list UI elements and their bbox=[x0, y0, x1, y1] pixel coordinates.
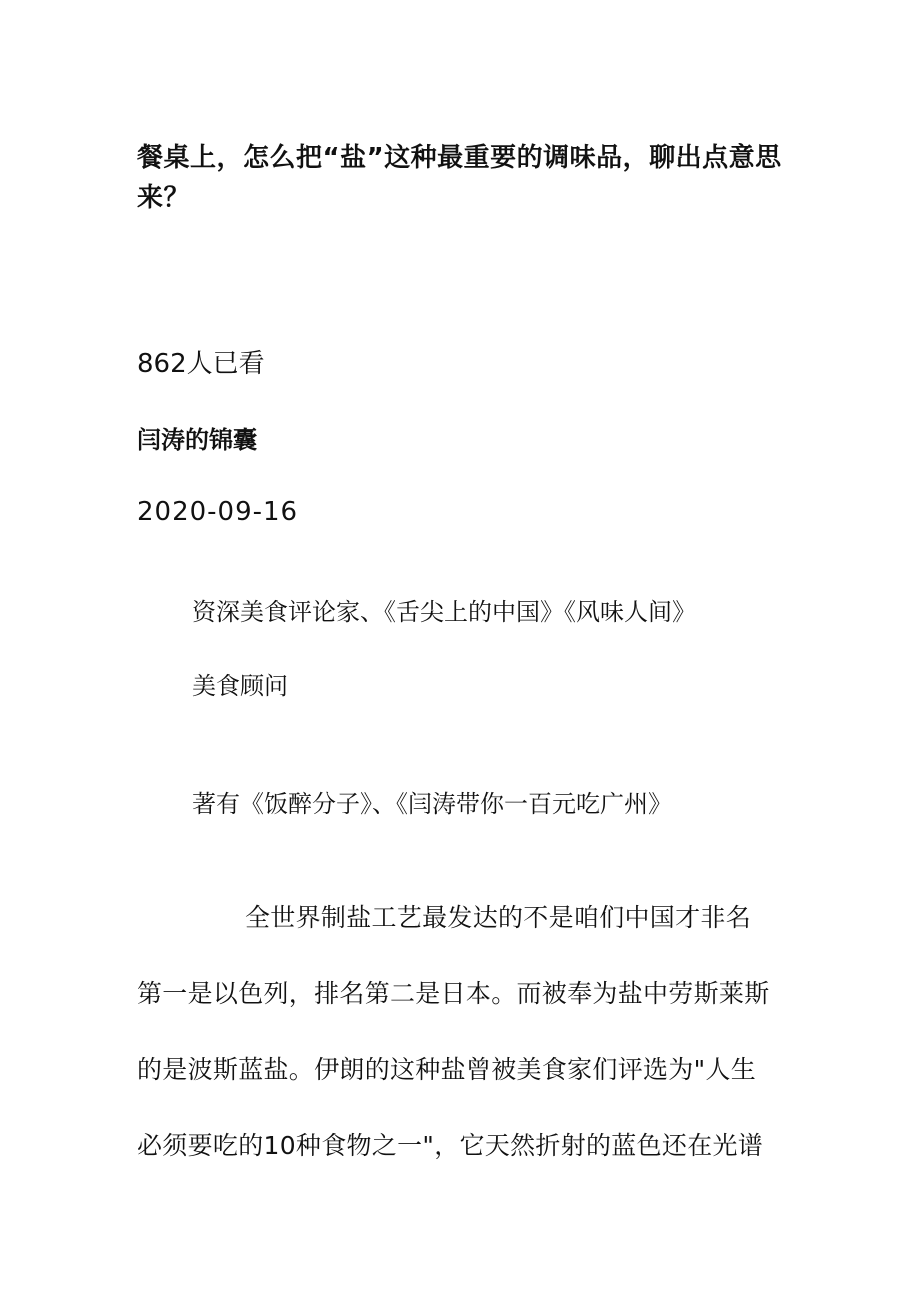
body-paragraph-line: 必须要吃的10种食物之一"，它天然折射的蓝色还在光谱 bbox=[137, 1131, 764, 1160]
author-name: 闫涛的锦囊 bbox=[137, 426, 257, 454]
author-bio-line: 资深美食评论家、《舌尖上的中国》《风味人间》 bbox=[192, 598, 696, 626]
author-bio-line: 美食顾问 bbox=[192, 672, 288, 700]
article-body bbox=[137, 880, 787, 1184]
body-paragraph-line: 第一是以色列，排名第二是日本。而被奉为盐中劳斯莱斯 bbox=[137, 979, 770, 1008]
body-paragraph-line: 的是波斯蓝盐。伊朗的这种盐曾被美食家们评选为"人生 bbox=[137, 1055, 757, 1084]
author-works-line: 著有《饭醉分子》、《闫涛带你一百元吃广州》 bbox=[192, 790, 672, 818]
publish-date: 2020-09-16 bbox=[137, 497, 299, 527]
view-count: 862人已看 bbox=[137, 349, 265, 379]
body-paragraph-line: 全世界制盐工艺最发达的不是咱们中国才非名 bbox=[245, 903, 752, 932]
article-title: 餐桌上，怎么把“盐”这种最重要的调味品，聊出点意思来？ bbox=[137, 143, 782, 213]
